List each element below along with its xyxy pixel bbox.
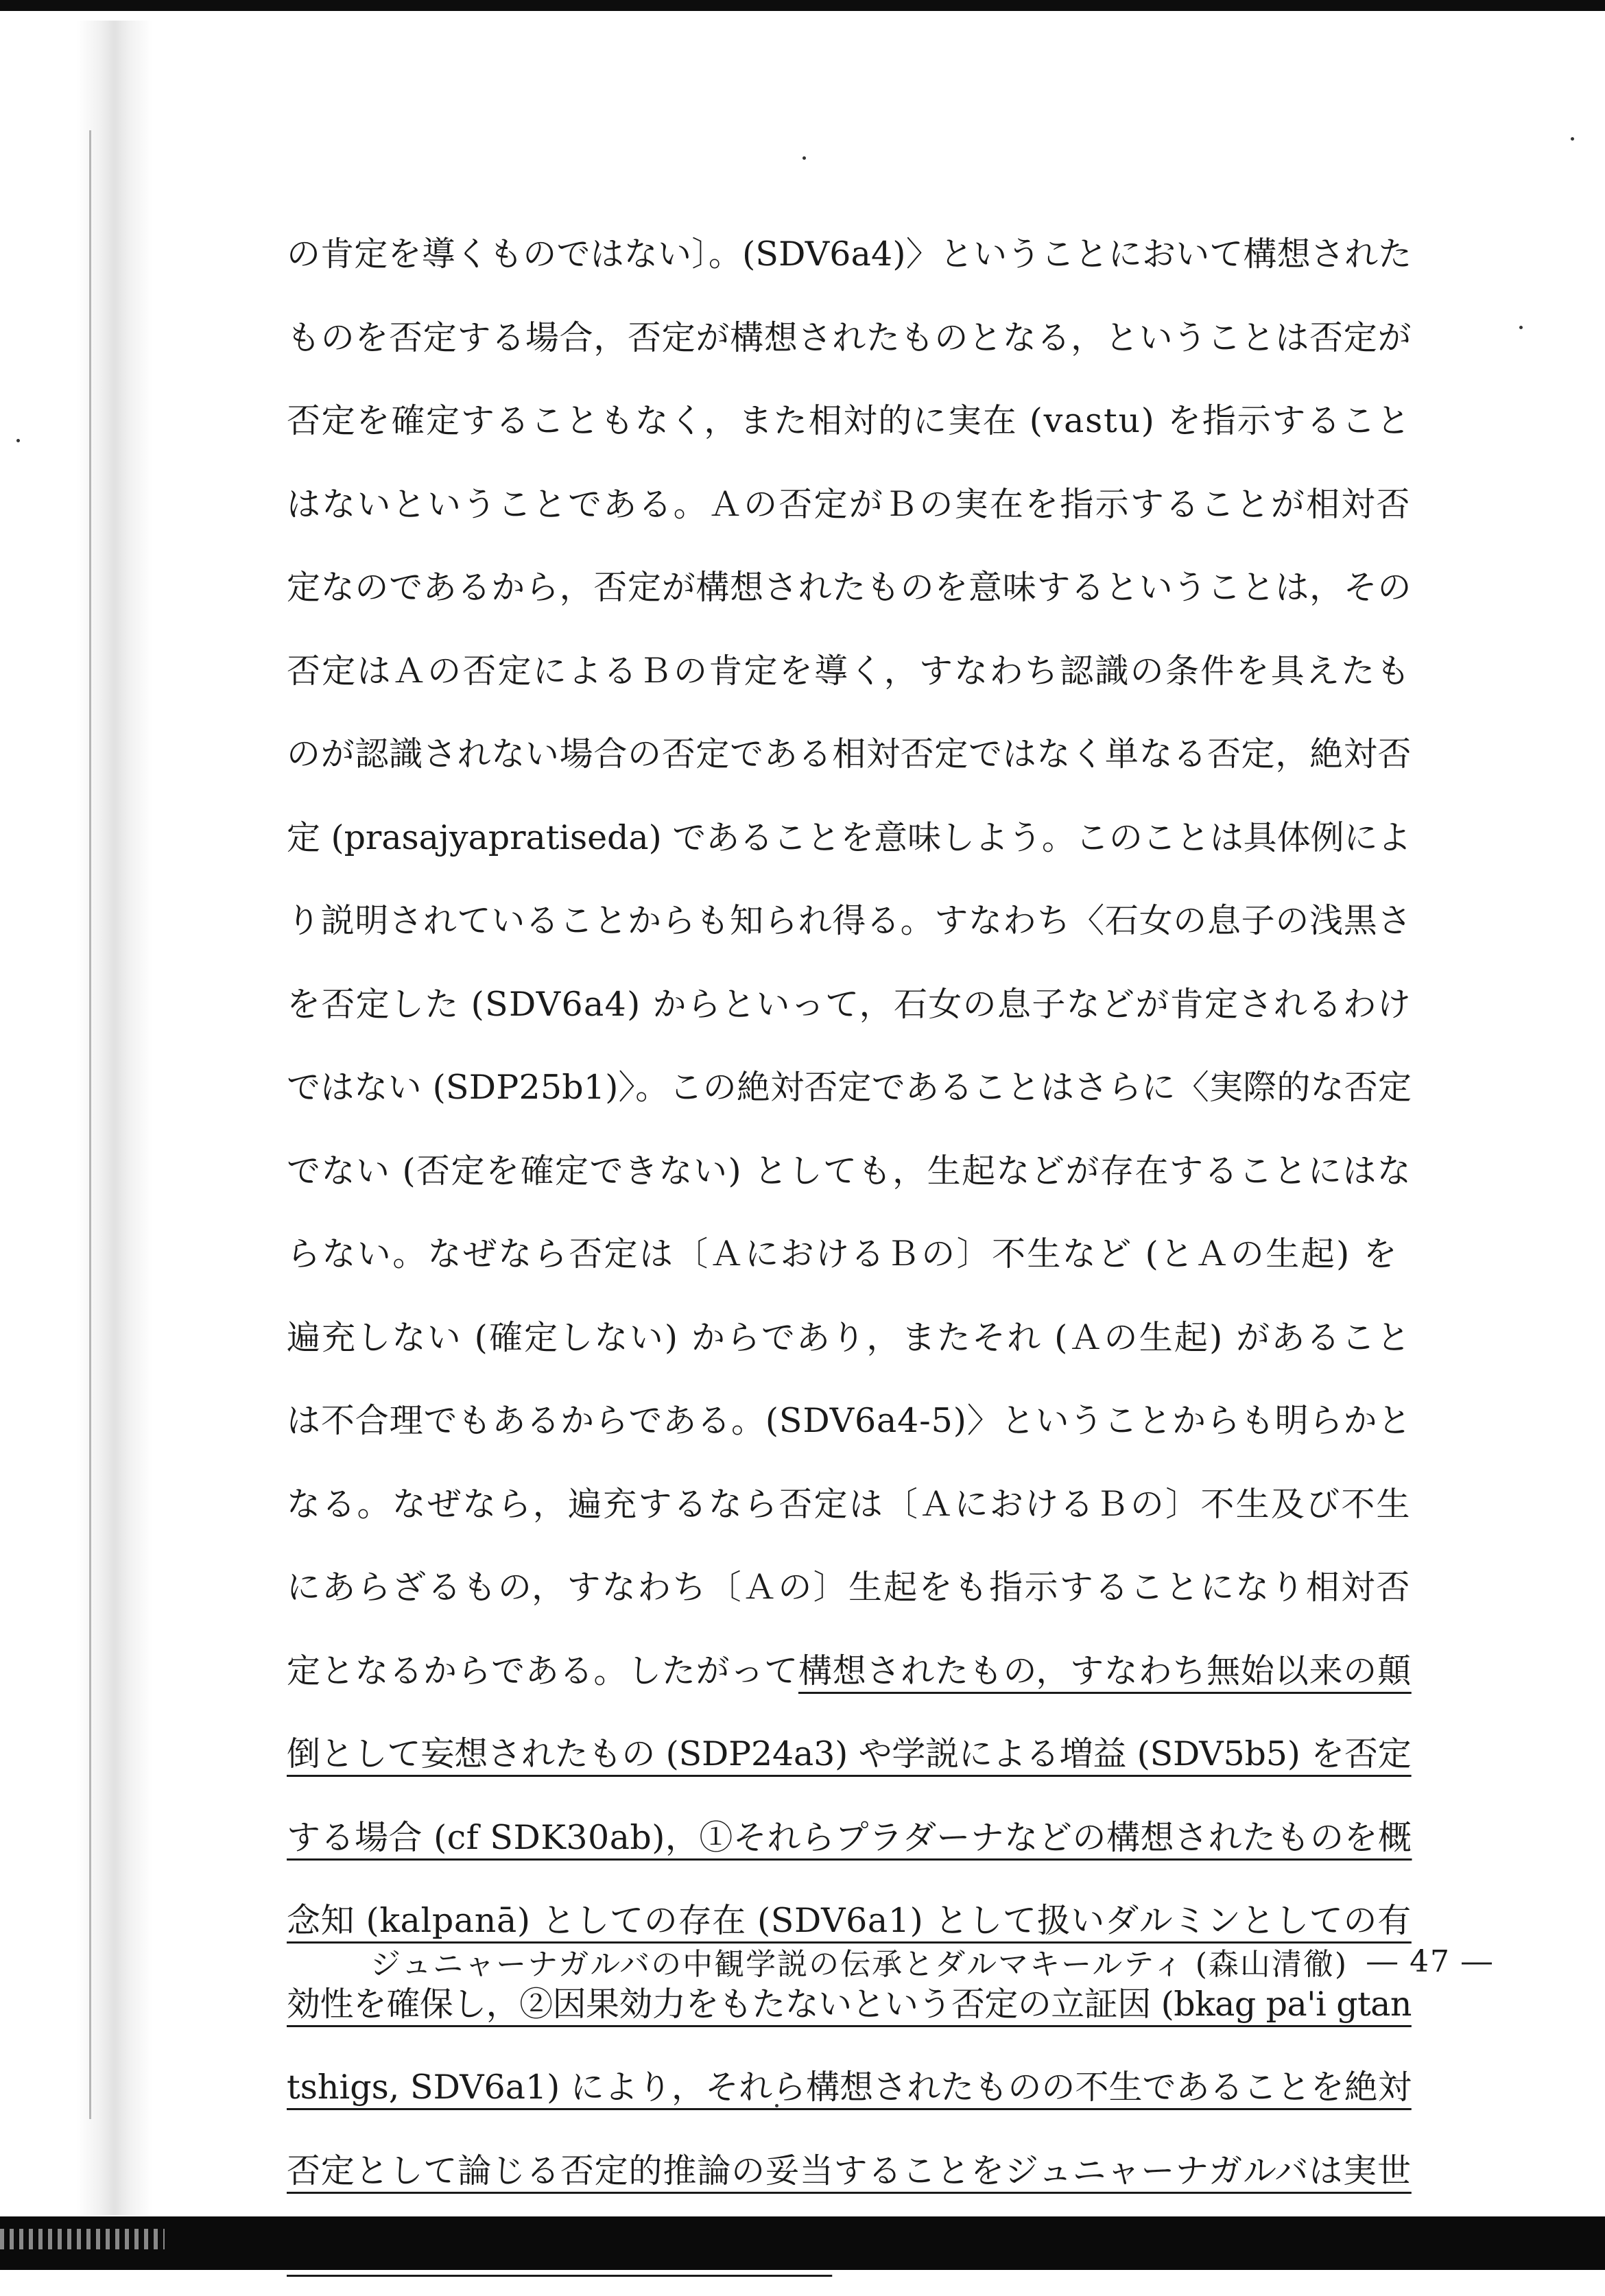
- text-line: [287, 213, 1412, 296]
- scan-bottom-edge: [0, 2216, 1605, 2270]
- text-segment: 否定を確定することもなく，また相対的に実在 (vastu) を指示すること: [287, 401, 1412, 440]
- scan-smudge: [0, 2229, 165, 2249]
- underlined-segment: 否定として論じる否定的推論の妥当することをジュニャーナガルバは実世: [287, 2151, 1412, 2190]
- text-line: [287, 463, 1412, 547]
- text-segment: 定なのであるから，否定が構想されたものを意味するということは，その: [287, 568, 1412, 607]
- text-segment: 定 (prasajyapratiseda) であることを意味しよう。このことは具体例によ: [287, 817, 1412, 857]
- text-segment: にあらざるもの，すなわち〔Ａの〕生起をも指示することになり相対否: [287, 1568, 1412, 1607]
- scan-binding-line: [89, 130, 91, 2119]
- text-line: [287, 1212, 1412, 1296]
- underlined-segment: 倒として妄想されたもの (SDP24a3) や学説による増益 (SDV5b5) を否定: [287, 1734, 1412, 1773]
- text-segment: ではない (SDP25b1)〉。この絶対否定であることはさらに〈実際的な否定: [287, 1068, 1412, 1107]
- text-line: [287, 546, 1412, 630]
- scan-speck: [1571, 137, 1574, 141]
- text-line: [287, 1129, 1412, 1213]
- text-line: [287, 713, 1412, 796]
- text-segment: 否定はＡの否定によるＢの肯定を導く，すなわち認識の条件を具えたも: [287, 651, 1412, 691]
- scan-speck: [16, 439, 20, 442]
- text-line: [287, 2129, 1412, 2213]
- text-line: [287, 1546, 1412, 1629]
- text-segment: は不合理でもあるからである。(SDV6a4-5)〉ということからも明らかと: [287, 1401, 1412, 1440]
- scan-top-edge: [0, 0, 1605, 11]
- underlined-segment: 構想されたもの，すなわち無始以来の顛: [798, 1651, 1412, 1690]
- text-line: [287, 963, 1412, 1047]
- text-line: [287, 1629, 1412, 1713]
- text-segment: なる。なぜなら，遍充するなら否定は〔ＡにおけるＢの〕不生及び不生: [287, 1484, 1412, 1524]
- text-segment: 遍充しない (確定しない) からであり，またそれ (Ａの生起) があること: [287, 1317, 1412, 1357]
- text-line: [287, 1046, 1412, 1129]
- text-line: [287, 1379, 1412, 1463]
- text-segment: のが認識されない場合の否定である相対否定ではなく単なる否定，絶対否: [287, 734, 1412, 774]
- text-line: [287, 879, 1412, 963]
- text-line: [287, 1796, 1412, 1880]
- text-segment: でない (否定を確定できない) としても，生起などが存在することにはな: [287, 1151, 1412, 1191]
- text-line: [287, 296, 1412, 380]
- text-segment: ものを否定する場合，否定が構想されたものとなる，ということは否定が: [287, 318, 1412, 357]
- underlined-segment: 念知 (kalpanā) としての存在 (SDV6a1) として扱いダルミンとしての有: [287, 1901, 1412, 1940]
- text-line: [287, 796, 1412, 880]
- page-number: ― 47 ―: [1367, 1944, 1494, 1979]
- text-segment: の肯定を導くものではない〕。(SDV6a4)〉ということにおいて構想された: [287, 235, 1412, 274]
- scan-binding-shadow: [77, 21, 152, 2215]
- scan-speck: [1519, 326, 1523, 329]
- underlined-segment: 効性を確保し，②因果効力をもたないという否定の立証因 (bkag pa'i gtan: [287, 1984, 1412, 2024]
- text-line: [287, 630, 1412, 713]
- running-footer: [370, 1939, 1494, 1983]
- text-segment: を否定した (SDV6a4) からといって，石女の息子などが肯定されるわけ: [287, 984, 1412, 1024]
- underlined-segment: tshigs, SDV6a1) により，それら構想されたものの不生であることを絶対: [287, 2068, 1412, 2107]
- scan-speck: [802, 156, 806, 160]
- text-line: [287, 1463, 1412, 1546]
- text-segment: り説明されていることからも知られ得る。すなわち〈石女の息子の浅黒さ: [287, 901, 1412, 940]
- text-segment: 定となるからである。したがって: [287, 1651, 798, 1690]
- text-segment: はないということである。Ａの否定がＢの実在を指示することが相対否: [287, 484, 1412, 524]
- text-segment: らない。なぜなら否定は〔ＡにおけるＢの〕不生など (とＡの生起) を: [287, 1234, 1399, 1273]
- text-line: [287, 2046, 1412, 2129]
- text-line: [287, 1712, 1412, 1796]
- underlined-segment: する場合 (cf SDK30ab)，①それらプラダーナなどの構想されたものを概: [287, 1817, 1412, 1857]
- running-title: ジュニャーナガルバの中観学説の伝承とダルマキールティ (森山清徹): [370, 1947, 1348, 1982]
- text-line: [287, 379, 1412, 463]
- text-line: [287, 1296, 1412, 1380]
